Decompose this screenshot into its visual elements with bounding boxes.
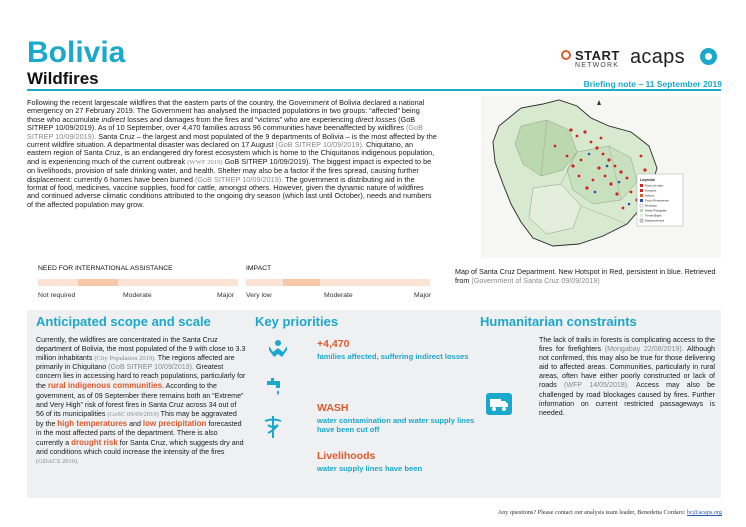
need-tick-high: Major xyxy=(217,292,234,299)
priority-heading: +4,470 xyxy=(317,338,350,350)
map-caption xyxy=(455,267,725,285)
santa-cruz-map xyxy=(481,96,721,258)
need-scale-seg xyxy=(118,279,158,286)
scope-text: and xyxy=(127,419,143,428)
need-scale-bar xyxy=(38,279,238,286)
start-logo-subtext: NETWORK xyxy=(575,62,620,69)
intro-text: Chiquitano, an eastern region of Santa Cruz, is an endangered dry forest ecosystem which is home to the Chiquitanos indigenous population, and is experiencing much of the current outbreak xyxy=(27,140,435,166)
footer-email-link[interactable]: bc@acaps.org xyxy=(687,509,722,516)
impact-scale-seg-current xyxy=(283,279,320,286)
intro-text: GoB SITREP 10/09/2019). The biggest impact is expected to be on livelihoods, provision of safe drinking water, and health. Shelter may also be a factor if the fires spread, causing further displacement: currently 6 homes have been burned xyxy=(27,156,432,184)
priority-desc: families affected, suffering indirect losses xyxy=(317,352,469,361)
priority-desc: water contamination and water supply lines have been cut off xyxy=(317,416,475,434)
impact-scale-seg xyxy=(246,279,283,286)
intro-source[interactable]: (GoB SITREP 10/09/2019). xyxy=(27,123,424,141)
page-subtitle: Wildfires xyxy=(27,69,99,88)
priority-heading: Livelihoods xyxy=(317,450,376,462)
acaps-logo: acaps xyxy=(630,46,685,68)
people-icon xyxy=(266,338,290,362)
need-tick-low: Not required xyxy=(38,292,76,299)
map-caption-source[interactable]: (Government of Santa Cruz 09/09/2019) xyxy=(471,276,600,285)
impact-tick-high: Major xyxy=(414,292,431,299)
truck-icon xyxy=(486,393,512,415)
map-legend-title: Leyenda xyxy=(640,178,655,182)
need-scale-seg xyxy=(38,279,78,286)
map-legend-item: Activos xyxy=(645,193,655,198)
impact-tick-low: Very low xyxy=(246,292,272,299)
acaps-pin-icon xyxy=(700,48,717,65)
health-icon xyxy=(263,416,283,438)
page-title: Bolivia xyxy=(27,36,126,69)
constraints-heading: Humanitarian constraints xyxy=(480,314,637,329)
scope-highlight: rural indigenous communities xyxy=(47,381,163,391)
start-network-logo xyxy=(562,49,622,71)
header-divider xyxy=(27,89,721,91)
scope-text: This may be aggravated by the xyxy=(36,409,237,428)
constraints-text: The lack of trails in forests is complicating access to the fires for firefighters xyxy=(539,336,715,354)
intro-source[interactable]: (GoB SITREP 10/09/2019). xyxy=(275,140,364,150)
map-legend-item: Focos de calor xyxy=(645,183,664,188)
need-tick-mid: Moderate xyxy=(123,292,152,299)
intro-paragraph xyxy=(27,99,437,209)
scope-paragraph xyxy=(36,336,246,466)
scope-text: for Santa Cruz, which suggests dry and arid conditions which could increase the intensity of the fires xyxy=(36,439,244,457)
map-legend-item: Departamentos xyxy=(645,218,665,223)
intro-text: The government is distributing aid in the format of food, medicines, vaccine supplies, food for cattle, amongst others. However, given the dynamic nature of wildfires and continued adverse climatic conditions attributed to the ongoing dry season (which last until October), needs and numbers of the affected population may grow. xyxy=(27,174,432,209)
map-legend-item: Tierras Bajas xyxy=(645,213,662,218)
impact-scale-bar xyxy=(246,279,430,286)
scope-text: . According to the government, as of 09 September there remains both an “Extreme” and Very High” risk of forest fires in Santa Cruz across 34 out of 56 of its municipalities xyxy=(36,382,244,418)
priority-heading: WASH xyxy=(317,402,349,414)
constraints-source[interactable]: (Mongabay 22/08/2019). xyxy=(604,345,684,354)
intro-text: losses and damages from the fires and “victims” who are experiencing xyxy=(125,114,356,124)
constraints-text: Although not confirmed, this may also be true for those delivering aid to affected areas. Communities, particularly in rural areas, often have either poorly constructed or lack of roads xyxy=(539,345,715,390)
scope-text: Currently, the wildfires are concentrated in the Santa Cruz department of Bolivia, the most populated of the 9 with close to 3.3 million inhabitants xyxy=(36,336,246,363)
scope-source[interactable]: (City Population 2019). xyxy=(94,355,156,363)
impact-tick-mid: Moderate xyxy=(324,292,353,299)
map-image xyxy=(481,96,721,258)
scope-highlight: drought risk xyxy=(71,438,118,448)
map-legend-item: Focos Persistentes xyxy=(645,198,669,203)
constraints-text: Access may also be challenged by road blockages caused by fires. Further information on current restricted passageways is needed. xyxy=(539,381,715,417)
need-scale-seg xyxy=(158,279,198,286)
map-legend-item: Municipio xyxy=(645,203,657,208)
constraints-paragraph xyxy=(539,336,715,418)
impact-scale-seg xyxy=(320,279,357,286)
intro-text: Following the recent largescale wildfires that the eastern parts of the country, the Government of Bolivia declared a national emergency on 27 February 2019. The Government has analysed the impacted populations in two groups: “affected” being those who accumulate xyxy=(27,98,425,124)
scope-source[interactable]: (GoB SITREP 10/09/2019). xyxy=(108,363,194,372)
footer-text: Any questions? Please contact our analysis team leader, Benedetta Cordaro: xyxy=(497,509,688,516)
priorities-heading: Key priorities xyxy=(255,314,339,329)
intro-text: (GoB SITREP 10/09/2019). As of 10 September, over 4,470 families across 96 communities have beenaffected by wildfires xyxy=(27,114,416,133)
intro-source[interactable]: (WWF 2019) xyxy=(187,158,223,166)
map-caption-text: Map of Santa Cruz Department. New Hotspot in Red, persistent in blue. Retrieved from xyxy=(455,267,716,285)
scope-text: forecasted in the most affected parts of the department. There is also currently a xyxy=(36,419,242,448)
need-scale-seg xyxy=(198,279,238,286)
impact-scale-seg xyxy=(394,279,430,286)
need-scale-label: NEED FOR INTERNATIONAL ASSISTANCE xyxy=(38,265,173,272)
impact-scale-label: IMPACT xyxy=(246,265,272,272)
scope-source[interactable]: (GoSC 09/09/2019) xyxy=(107,410,159,418)
scope-text: The regions affected are primarily in Chiquitano xyxy=(36,354,235,372)
need-scale-seg-current xyxy=(78,279,118,286)
water-tap-icon xyxy=(264,378,284,396)
impact-scale-seg xyxy=(357,279,394,286)
priority-desc: water supply lines have been xyxy=(317,464,423,473)
briefing-date: Briefing note – 11 September 2019 xyxy=(583,79,722,89)
map-legend-item: Áreas Protegidas xyxy=(645,208,667,213)
map-legend-item: Hotspots xyxy=(645,188,657,193)
intro-source[interactable]: (GoB SITREP 10/09/2019). xyxy=(194,174,284,184)
intro-italic: direct losses xyxy=(355,114,397,124)
footer-contact xyxy=(440,509,722,516)
scope-highlight: high temperatures xyxy=(57,418,128,428)
constraints-source[interactable]: (WFP 14/05/2018). xyxy=(564,381,630,390)
scope-highlight: low precipitation xyxy=(142,418,207,428)
start-logo-text: START xyxy=(575,48,620,63)
intro-italic: indirect xyxy=(101,114,126,124)
start-logo-ring-icon xyxy=(561,50,571,60)
intro-text: Santa Cruz – the largest and most populated of the 9 departments of Bolivia – is the most affected by the current wildfire situation. A departmental disaster was declared on 17 August xyxy=(27,131,437,150)
scope-text: Greatest concern lies in accessing hard to reach populations, particularly for the xyxy=(36,363,246,391)
scope-heading: Anticipated scope and scale xyxy=(36,314,211,329)
scope-source[interactable]: (GDACS 2019). xyxy=(36,458,79,466)
